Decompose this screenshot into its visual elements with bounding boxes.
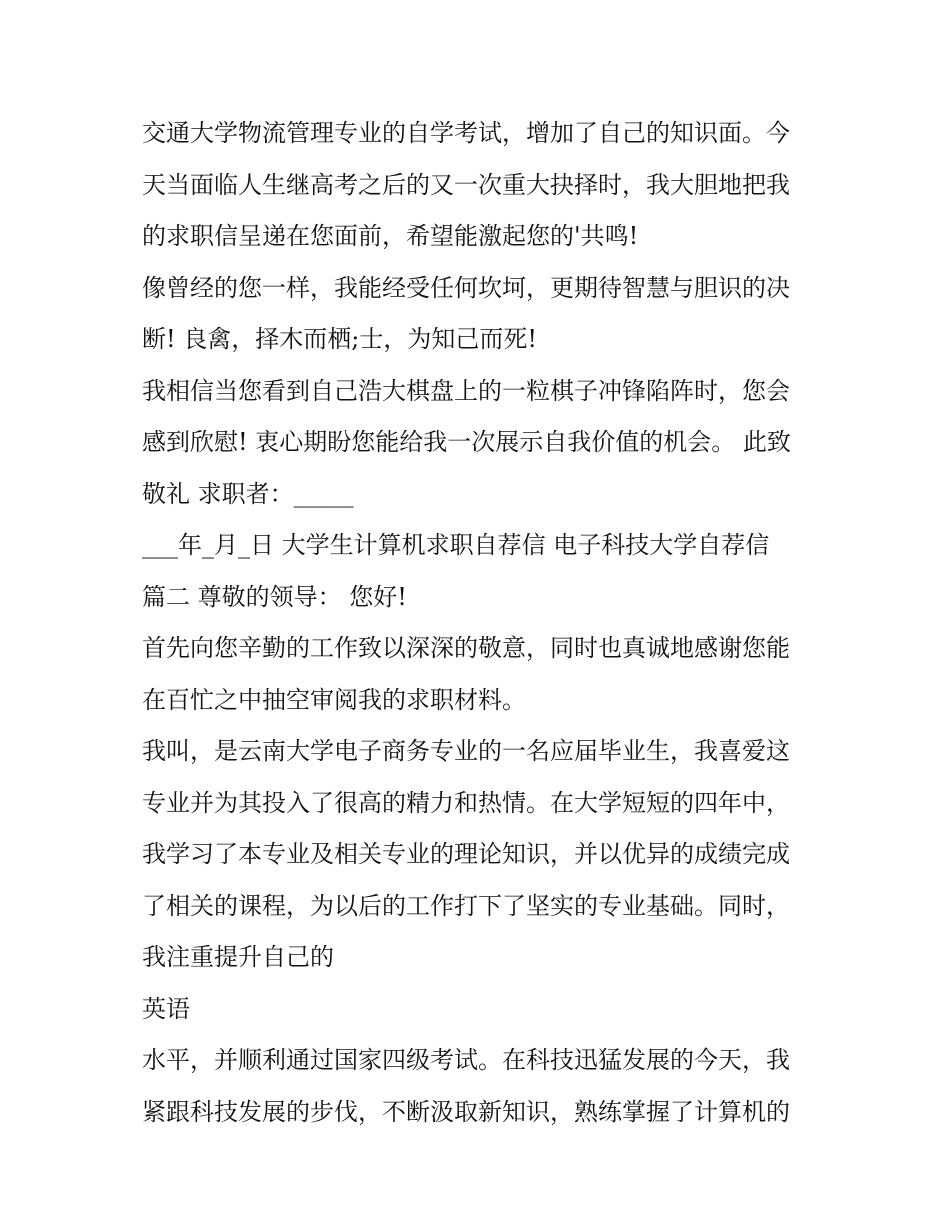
text-line: 首先向您辛勤的工作致以深深的敬意，同时也真诚地感谢您能 [142, 634, 790, 662]
text-line: 在百忙之中抽空审阅我的求职材料。 [142, 685, 526, 714]
text-line: 我注重提升自己的 [142, 943, 334, 971]
text-line: 像曾经的您一样，我能经受任何坎坷，更期待智慧与胆识的决 [142, 273, 790, 302]
text-line: 我叫，是云南大学电子商务专业的一名应届毕业生，我喜爱这 [142, 737, 790, 765]
text-line: 篇二 尊敬的领导： 您好! [142, 582, 407, 611]
text-line: 英语 [142, 994, 190, 1023]
text-line: 天当面临人生继高考之后的又一次重大抉择时，我大胆地把我 [142, 170, 790, 199]
text-line: 敬礼 求职者：_____ [142, 479, 354, 508]
letter-body [142, 108, 822, 1138]
text-line: 紧跟科技发展的步伐，不断汲取新知识，熟练掌握了计算机的 [142, 1097, 790, 1126]
text-line: 交通大学物流管理专业的自学考试，增加了自己的知识面。今 [142, 119, 790, 147]
text-line: 我相信当您看到自己浩大棋盘上的一粒棋子冲锋陷阵时，您会 [142, 376, 790, 405]
text-line: 水平，并顺利通过国家四级考试。在科技迅猛发展的今天，我 [142, 1046, 790, 1074]
text-line: 我学习了本专业及相关专业的理论知识，并以优异的成绩完成 [142, 840, 790, 868]
text-line: 的求职信呈递在您面前，希望能激起您的'共鸣! [142, 222, 639, 250]
text-line: 专业并为其投入了很高的精力和热情。在大学短短的四年中， [142, 788, 790, 817]
text-line: 感到欣慰! 衷心期盼您能给我一次展示自我价值的机会。 此致 [142, 428, 791, 456]
text-line: 了相关的课程，为以后的工作打下了坚实的专业基础。同时， [142, 891, 790, 920]
text-line: 断! 良禽，择木而栖;士，为知己而死! [142, 325, 538, 353]
text-line: ___年_月_日 大学生计算机求职自荐信 电子科技大学自荐信 [142, 531, 770, 559]
